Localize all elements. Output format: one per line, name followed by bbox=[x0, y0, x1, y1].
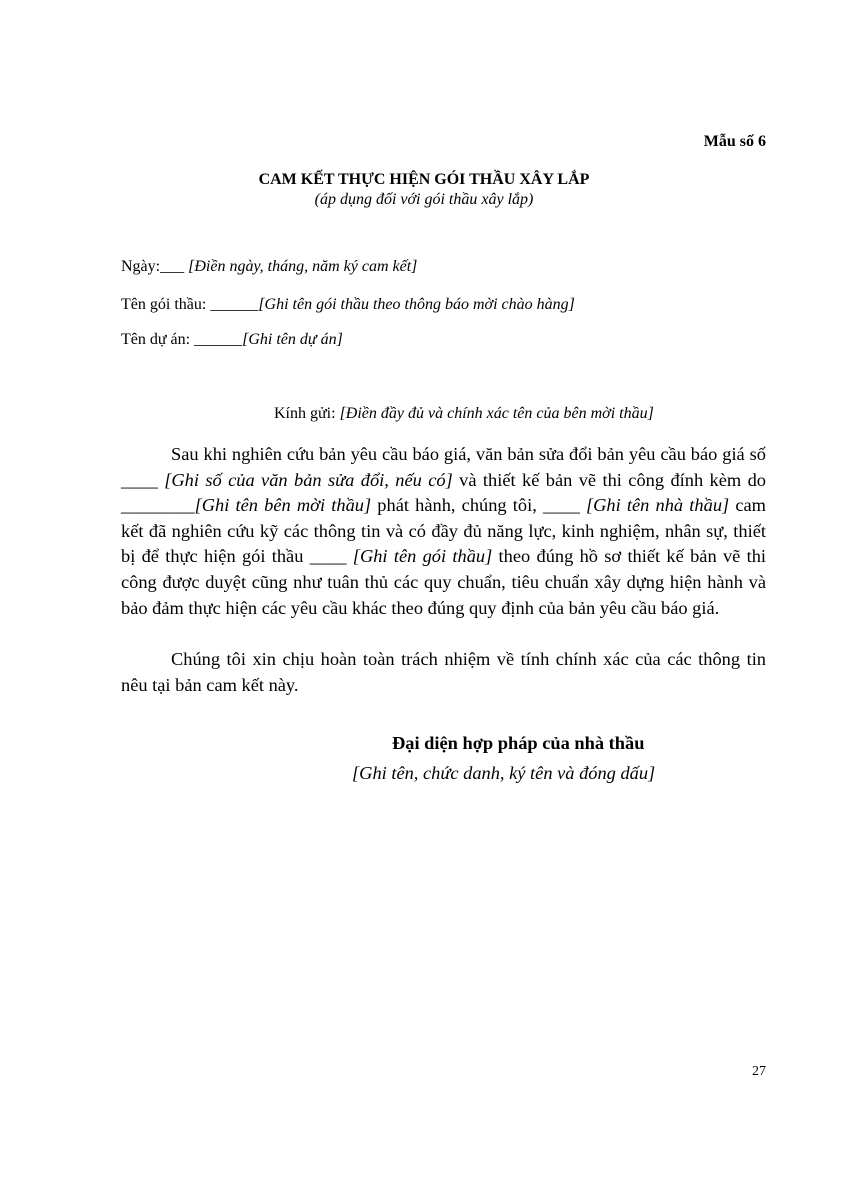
date-label: Ngày:___ bbox=[121, 258, 189, 275]
package-hint: [Ghi tên gói thầu theo thông báo mời chào hàng] bbox=[258, 296, 575, 313]
p1-hint-amendment: [Ghi số của văn bản sửa đổi, nếu có] bbox=[164, 469, 453, 490]
p1-hint-inviter: [Ghi tên bên mời thầu] bbox=[194, 495, 372, 516]
project-hint: [Ghi tên dự án] bbox=[242, 331, 343, 348]
p1-text-4: cam kết đã nghiên cứu kỹ các thông tin và có đầy đủ năng lực, kinh nghiệm, nhân sự, thiết bị để thực hiện gói thầu ____ bbox=[121, 495, 766, 567]
p1-hint-package: [Ghi tên gói thầu] bbox=[352, 546, 493, 567]
p1-hint-contractor: [Ghi tên nhà thầu] bbox=[585, 495, 730, 516]
package-label: Tên gói thầu: ______ bbox=[121, 296, 259, 313]
date-hint: [Điền ngày, tháng, năm ký cam kết] bbox=[188, 258, 418, 275]
p1-text-1: Sau khi nghiên cứu bản yêu cầu báo giá, văn bản sửa đổi bản yêu cầu báo giá số ____ bbox=[121, 444, 766, 490]
document-subtitle: (áp dụng đối với gói thầu xây lắp) bbox=[314, 191, 534, 208]
signature-title: Đại diện hợp pháp của nhà thầu bbox=[392, 733, 645, 753]
commitment-paragraph bbox=[121, 442, 766, 621]
recipient-hint: [Điền đầy đủ và chính xác tên của bên mời thầu] bbox=[339, 405, 654, 422]
document-title: CAM KẾT THỰC HIỆN GÓI THẦU XÂY LẮP bbox=[258, 171, 590, 188]
recipient-label: Kính gửi: bbox=[274, 405, 340, 422]
package-field bbox=[121, 296, 575, 314]
project-label: Tên dự án: ______ bbox=[121, 331, 243, 348]
project-field bbox=[121, 331, 343, 349]
p1-text-2: và thiết kế bản vẽ thi công đính kèm do ________ bbox=[121, 469, 766, 516]
signature-note: [Ghi tên, chức danh, ký tên và đóng dấu] bbox=[352, 763, 656, 783]
responsibility-paragraph: Chúng tôi xin chịu hoàn toàn trách nhiệm về tính chính xác của các thông tin nêu tại bản cam kết này. bbox=[121, 649, 766, 695]
p1-text-5: theo đúng hồ sơ thiết kế bản vẽ thi công được duyệt cũng như tuân thủ các quy chuẩn, tiêu chuẩn xây dựng hiện hành và bảo đảm thực hiện các yêu cầu khác theo đúng quy định của bản yêu cầu báo giá. bbox=[121, 546, 767, 618]
form-number: Mẫu số 6 bbox=[703, 133, 766, 150]
date-field bbox=[121, 258, 417, 276]
recipient-line bbox=[274, 405, 654, 423]
p1-text-3: phát hành, chúng tôi, ____ bbox=[371, 495, 586, 516]
page-number: 27 bbox=[752, 1064, 766, 1079]
